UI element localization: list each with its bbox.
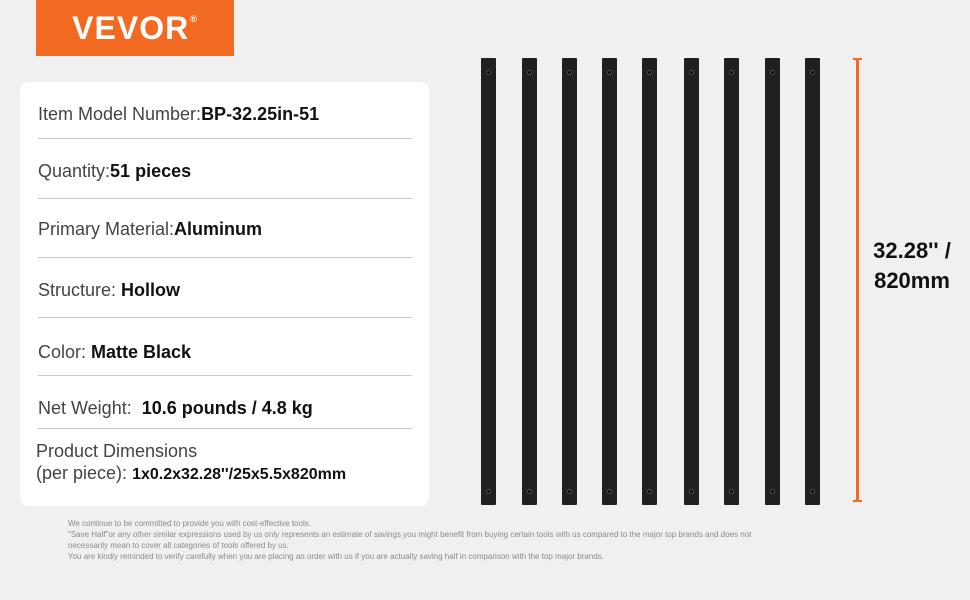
divider bbox=[38, 317, 412, 318]
screw-hole bbox=[770, 70, 775, 75]
length-measurement-line1: 32.28'' / bbox=[873, 238, 951, 263]
disclaimer bbox=[68, 518, 868, 562]
spec-row-color bbox=[38, 342, 412, 363]
spec-card bbox=[20, 82, 429, 506]
baluster bbox=[684, 58, 699, 505]
spec-value: Aluminum bbox=[174, 219, 263, 239]
dimension-line bbox=[856, 58, 859, 502]
spec-value: Matte Black bbox=[91, 342, 192, 362]
divider bbox=[38, 257, 412, 258]
screw-hole bbox=[729, 70, 734, 75]
dimensions-label: Product Dimensions bbox=[36, 441, 198, 461]
baluster bbox=[724, 58, 739, 505]
spec-label: Structure: bbox=[38, 280, 117, 300]
baluster bbox=[522, 58, 537, 505]
screw-hole bbox=[486, 489, 491, 494]
registered-mark: ® bbox=[190, 14, 198, 24]
baluster bbox=[562, 58, 577, 505]
screw-hole bbox=[647, 70, 652, 75]
screw-hole bbox=[527, 70, 532, 75]
screw-hole bbox=[607, 70, 612, 75]
divider bbox=[38, 375, 412, 376]
spec-label: Item Model Number: bbox=[38, 104, 202, 124]
baluster bbox=[602, 58, 617, 505]
length-measurement bbox=[862, 236, 962, 296]
dimensions-value: 1x0.2x32.28''/25x5.5x820mm bbox=[132, 466, 347, 483]
screw-hole bbox=[689, 489, 694, 494]
screw-hole bbox=[770, 489, 775, 494]
screw-hole bbox=[729, 489, 734, 494]
screw-hole bbox=[607, 489, 612, 494]
spec-value: BP-32.25in-51 bbox=[201, 104, 320, 124]
spec-label: Color: bbox=[38, 342, 87, 362]
spec-row-material bbox=[38, 219, 412, 240]
baluster bbox=[642, 58, 657, 505]
divider bbox=[38, 138, 412, 139]
screw-hole bbox=[647, 489, 652, 494]
screw-hole bbox=[567, 489, 572, 494]
dimensions-label-sub: (per piece): bbox=[36, 463, 128, 483]
screw-hole bbox=[810, 489, 815, 494]
baluster bbox=[765, 58, 780, 505]
spec-row-quantity bbox=[38, 161, 412, 182]
spec-label: Net Weight: bbox=[38, 398, 132, 418]
dimension-cap-bottom bbox=[853, 500, 862, 502]
disclaimer-line: necessarily mean to cover all categories of tools offered by us. bbox=[68, 541, 289, 550]
disclaimer-line: "Save Half"or any other similar expressions used by us only represents an estimate of savings you might benefit from buying certain tools with us compared to the major top brands and does not bbox=[68, 530, 752, 539]
divider bbox=[38, 198, 412, 199]
spec-value: 10.6 pounds / 4.8 kg bbox=[141, 398, 313, 418]
logo-text: VEVOR bbox=[72, 9, 190, 46]
screw-hole bbox=[689, 70, 694, 75]
divider bbox=[38, 428, 412, 429]
screw-hole bbox=[527, 489, 532, 494]
dimensions-block bbox=[36, 440, 346, 486]
screw-hole bbox=[486, 70, 491, 75]
baluster bbox=[481, 58, 496, 505]
spec-row-structure bbox=[38, 280, 412, 301]
screw-hole bbox=[810, 70, 815, 75]
disclaimer-line: You are kindly reminded to verify carefully when you are placing an order with us if you are actually saving half in comparison with the top major brands. bbox=[68, 552, 604, 561]
vevor-logo bbox=[36, 0, 234, 56]
spec-value: 51 pieces bbox=[110, 161, 192, 181]
screw-hole bbox=[567, 70, 572, 75]
spec-value: Hollow bbox=[121, 280, 181, 300]
spec-label: Primary Material: bbox=[38, 219, 175, 239]
spec-label: Quantity: bbox=[38, 161, 111, 181]
baluster bbox=[805, 58, 820, 505]
length-measurement-line2: 820mm bbox=[874, 268, 950, 293]
spec-row-weight bbox=[38, 398, 412, 419]
spec-row-model bbox=[38, 104, 412, 125]
disclaimer-line: We continue to be committed to provide you with cost-effective tools. bbox=[68, 519, 311, 528]
